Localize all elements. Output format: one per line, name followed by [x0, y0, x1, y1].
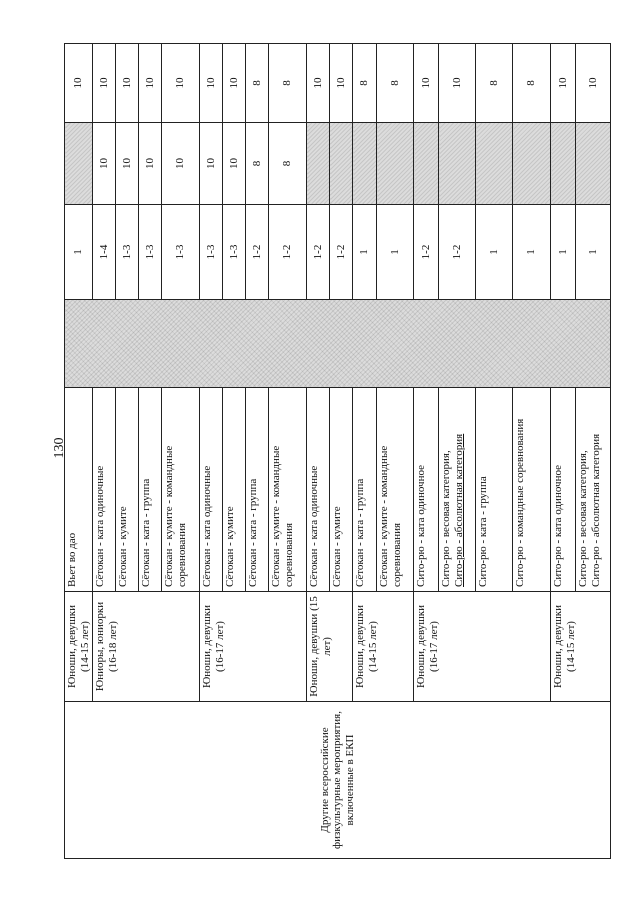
value-cell: 10 — [93, 44, 116, 123]
places-cell: 1 — [353, 205, 377, 300]
discipline-cell: Сётокан - кумите — [330, 388, 353, 592]
value-cell: 10 — [162, 123, 200, 205]
discipline-cell: Сётокан - кумите - командные соревнования — [377, 388, 414, 592]
age-group-cell: Юноши, девушки (14-15 лет) — [551, 592, 611, 702]
value-cell: 10 — [200, 44, 223, 123]
value-cell — [65, 123, 93, 205]
places-cell: 1-3 — [162, 205, 200, 300]
discipline-cell: Сётокан - ката - группа — [246, 388, 269, 592]
places-cell: 1 — [551, 205, 576, 300]
value-cell: 8 — [269, 44, 307, 123]
places-cell: 1-3 — [139, 205, 162, 300]
places-cell: 1-3 — [116, 205, 139, 300]
shaded-column — [65, 300, 611, 388]
value-cell: 8 — [246, 123, 269, 205]
age-group-cell: Юноши, девушки (14-15 лет) — [353, 592, 414, 702]
discipline-cell: Сётокан - ката одиночные — [200, 388, 223, 592]
value-cell — [414, 123, 439, 205]
places-cell: 1 — [377, 205, 414, 300]
value-cell: 10 — [576, 44, 611, 123]
value-cell: 8 — [476, 44, 513, 123]
places-cell: 1 — [513, 205, 551, 300]
value-cell: 10 — [200, 123, 223, 205]
places-cell: 1 — [576, 205, 611, 300]
places-cell: 1-2 — [330, 205, 353, 300]
value-cell: 8 — [513, 44, 551, 123]
value-cell: 8 — [377, 44, 414, 123]
places-cell: 1-2 — [414, 205, 439, 300]
value-cell — [330, 123, 353, 205]
discipline-cell: Сито-рю - ката одиночное — [551, 388, 576, 592]
age-group-cell: Юноши, девушки (16-17 лет) — [200, 592, 307, 702]
discipline-cell: Сётокан - ката одиночные — [307, 388, 330, 592]
places-cell: 1 — [65, 205, 93, 300]
discipline-line: Сито-рю - весовая категория, — [440, 450, 453, 587]
age-group-cell: Юноши, девушки (15 лет) — [307, 592, 353, 702]
value-cell: 10 — [65, 44, 93, 123]
value-cell: 10 — [414, 44, 439, 123]
discipline-cell: Вьет во дао — [65, 388, 93, 592]
value-cell: 10 — [439, 44, 476, 123]
discipline-cell: Сётокан - кумите - командные соревнования — [162, 388, 200, 592]
value-cell — [576, 123, 611, 205]
value-cell: 8 — [353, 44, 377, 123]
places-cell: 1 — [476, 205, 513, 300]
places-cell: 1-2 — [246, 205, 269, 300]
value-cell: 10 — [551, 44, 576, 123]
value-cell — [307, 123, 330, 205]
discipline-cell: Сётокан - ката - группа — [353, 388, 377, 592]
value-cell: 8 — [246, 44, 269, 123]
value-cell: 10 — [139, 123, 162, 205]
discipline-cell: Сётокан - кумите — [116, 388, 139, 592]
value-cell: 10 — [116, 123, 139, 205]
discipline-cell: Сито-рю - ката одиночное — [414, 388, 439, 592]
value-cell: 10 — [116, 44, 139, 123]
value-cell — [439, 123, 476, 205]
discipline-cell: Сётокан - ката одиночные — [93, 388, 116, 592]
page-number: 130 — [52, 437, 67, 459]
discipline-cell: Сётокан - кумите - командные соревнования — [269, 388, 307, 592]
value-cell — [377, 123, 414, 205]
value-cell — [353, 123, 377, 205]
places-cell: 1-3 — [223, 205, 246, 300]
places-cell: 1-2 — [307, 205, 330, 300]
places-cell: 1-2 — [439, 205, 476, 300]
places-cell: 1-4 — [93, 205, 116, 300]
discipline-cell — [576, 388, 611, 592]
discipline-cell: Сито-рю - командные соревнования — [513, 388, 551, 592]
value-cell: 8 — [269, 123, 307, 205]
places-cell: 1-3 — [200, 205, 223, 300]
discipline-cell: Сётокан - кумите — [223, 388, 246, 592]
value-cell: 10 — [162, 44, 200, 123]
age-group-cell: Юниоры, юниорки (16-18 лет) — [93, 592, 200, 702]
discipline-cell: Сито-рю - ката - группа — [476, 388, 513, 592]
value-cell — [513, 123, 551, 205]
discipline-line: Сито-рю - абсолютная категория — [589, 433, 602, 587]
discipline-cell: Сётокан - ката - группа — [139, 388, 162, 592]
value-cell — [551, 123, 576, 205]
value-cell: 10 — [93, 123, 116, 205]
value-cell: 10 — [307, 44, 330, 123]
table-row — [65, 44, 93, 859]
value-cell: 10 — [223, 123, 246, 205]
discipline-line: Сито-рю - весовая категория, — [577, 450, 590, 587]
age-group-cell: Юноши, девушки (14-15 лет) — [65, 592, 93, 702]
age-group-cell: Юноши, девушки (16-17 лет) — [414, 592, 551, 702]
value-cell: 10 — [223, 44, 246, 123]
discipline-line: Сито-рю - абсолютная категория — [452, 433, 465, 587]
competition-table — [64, 43, 611, 859]
places-cell: 1-2 — [269, 205, 307, 300]
discipline-cell — [439, 388, 476, 592]
event-group-cell: Другие всероссийские физкультурные мероприятия, включенные в ЕКП — [65, 702, 611, 859]
value-cell: 10 — [139, 44, 162, 123]
value-cell — [476, 123, 513, 205]
value-cell: 10 — [330, 44, 353, 123]
